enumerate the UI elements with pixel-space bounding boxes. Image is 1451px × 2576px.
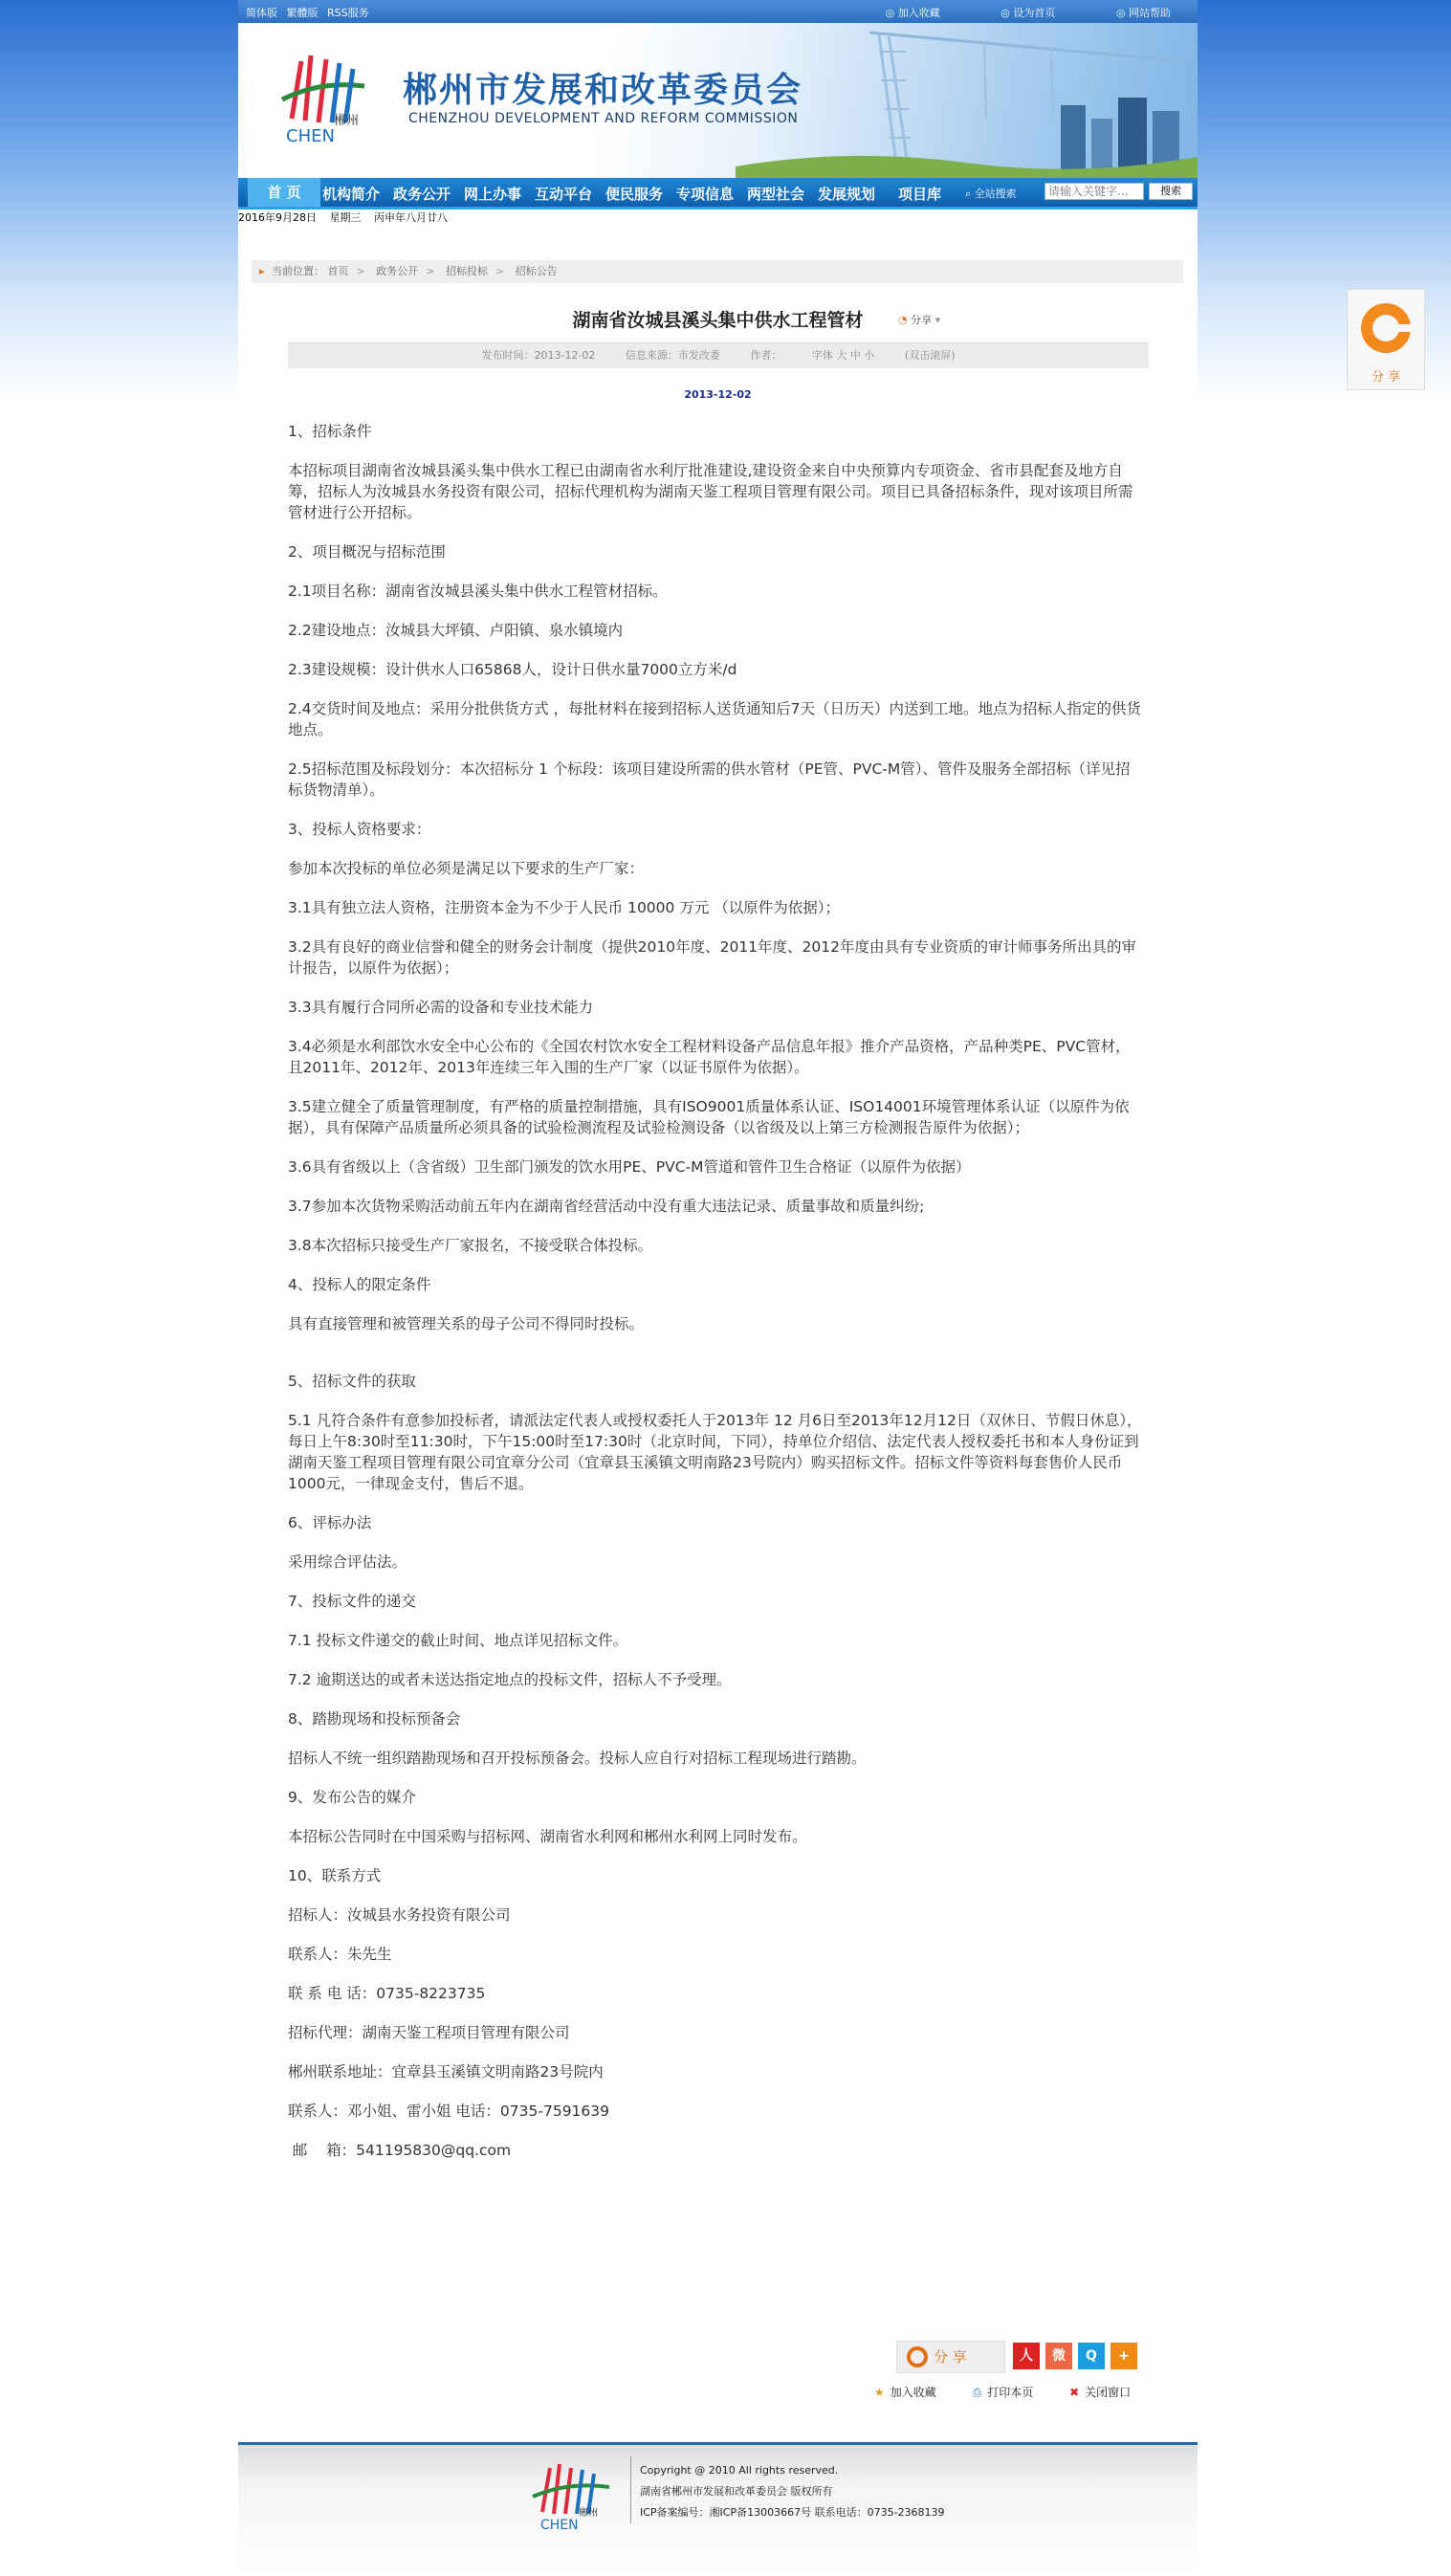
chevron-right-icon: >: [356, 265, 365, 277]
icp-info: ICP备案编号：湘ICP备13003667号 联系电话：0735-2368139: [640, 2506, 945, 2519]
nav-gov-affairs[interactable]: 政务公开: [393, 186, 451, 203]
paragraph: 3、投标人资格要求：: [288, 821, 431, 838]
breadcrumb-arrow-icon: ▸: [259, 265, 265, 277]
paragraph: 3.4必须是水利部饮水安全中心公布的《全国农村饮水安全工程材料设备产品信息年报》推介产品资格，产品种类PE、PVC管材，且2011年、2012年、2013年连续三年入围的生产厂家（以证书原件为依据）。: [288, 1038, 1131, 1076]
search-icon: ⌕: [965, 187, 972, 200]
current-weekday: 星期三: [329, 211, 362, 224]
nav-development-plan[interactable]: 发展规划: [818, 186, 876, 203]
link-traditional[interactable]: 繁體版: [286, 7, 319, 19]
paragraph: 本招标公告同时在中国采购与招标网、湖南省水利网和郴州水利网上同时发布。: [288, 1828, 807, 1845]
link-add-favorite[interactable]: ◎ 加入收藏: [886, 7, 940, 19]
date-bar: [238, 209, 457, 225]
print-button[interactable]: ⎙ 打印本页: [972, 2386, 1034, 2399]
link-set-homepage[interactable]: ◎ 设为首页: [1000, 7, 1055, 19]
nav-two-type-society[interactable]: 两型社会: [747, 186, 805, 203]
link-simplified[interactable]: 简体版: [246, 7, 277, 19]
top-link-bar: [238, 0, 1198, 23]
site-subtitle: CHENZHOU DEVELOPMENT AND REFORM COMMISSION: [408, 111, 799, 126]
lunar-date: 丙申年八月廿八: [374, 211, 448, 224]
breadcrumb-announcement[interactable]: 招标公告: [515, 265, 558, 277]
chevron-right-icon: >: [426, 265, 435, 277]
close-icon: ✖: [1069, 2386, 1080, 2399]
logo-text: 郴州: [334, 114, 360, 128]
footer-logo-text: 郴州: [579, 2508, 598, 2519]
paragraph: 10、联系方式: [288, 1867, 382, 1884]
breadcrumb: [252, 260, 1183, 283]
paragraph: 联系人：朱先生: [288, 1946, 392, 1963]
paragraph: 2.4交货时间及地点：采用分批供货方式 ，每批材料在接到招标人送货通知后7天（日历天）内送到工地。地点为招标人指定的供货地点。: [288, 700, 1141, 738]
breadcrumb-bidding[interactable]: 招标投标: [445, 265, 488, 277]
nav-interaction[interactable]: 互动平台: [535, 186, 593, 203]
share-icon: [907, 2346, 928, 2367]
paragraph: 7、投标文件的递交: [288, 1593, 416, 1610]
paragraph: 3.3具有履行合同所必需的设备和专业技术能力: [288, 999, 594, 1016]
weibo-share-icon[interactable]: 微: [1045, 2343, 1072, 2369]
page-container: [238, 0, 1198, 2573]
main-nav: [238, 178, 1198, 209]
paragraph: 本招标项目湖南省汝城县溪头集中供水工程已由湖南省水利厅批准建设,建设资金来自中央预算内专项资金、省市县配套及地方自筹，招标人为汝城县水务投资有限公司，招标代理机构为湖南天鉴工程项目管理有限公司。项目已具备招标条件，现对该项目所需管材进行公开招标。: [288, 462, 1133, 521]
paragraph: 7.1 投标文件递交的截止时间、地点详见招标文件。: [288, 1632, 628, 1649]
footer: [238, 2442, 1198, 2576]
article-body: [288, 421, 1144, 2179]
share-icon: [1348, 290, 1424, 366]
breadcrumb-home[interactable]: 首页: [327, 265, 349, 277]
paragraph: 7.2 逾期送达的或者未送达指定地点的投标文件，招标人不予受理。: [288, 1671, 732, 1688]
skyline-illustration: [736, 23, 1198, 178]
footer-logo: [525, 2455, 621, 2531]
nav-special-info[interactable]: 专项信息: [676, 186, 735, 203]
paragraph: 3.1具有独立法人资格，注册资本金为不少于人民币 10000 万元 （以原件为依据）；: [288, 899, 840, 916]
qq-share-icon[interactable]: Q: [1078, 2343, 1105, 2369]
nav-online-service[interactable]: 网上办事: [464, 186, 522, 203]
footer-text: [640, 2460, 945, 2523]
add-favorite-button[interactable]: ★ 加入收藏: [874, 2386, 936, 2399]
info-source: 信息来源：市发改委: [625, 349, 720, 362]
paragraph: 1、招标条件: [288, 423, 372, 440]
paragraph: 5、招标文件的获取: [288, 1373, 416, 1390]
paragraph: 9、发布公告的媒介: [288, 1789, 416, 1806]
nav-home[interactable]: 首 页: [248, 178, 320, 207]
floating-share-button[interactable]: 分 享: [1347, 289, 1425, 390]
paragraph: 3.2具有良好的商业信誉和健全的财务会计制度（提供2010年度、2011年度、2012年度由具有专业资质的审计师事务所出具的审计报告，以原件为依据）；: [288, 938, 1136, 977]
paragraph: 5.1 凡符合条件有意参加投标者，请派法定代表人或授权委托人于2013年 12 月6日至2013年12月12日（双休日、节假日休息），每日上午8:30时至11:30时，下午15:00时至17:30时（北京时间，下同），持单位介绍信、法定代表人授权委托书和本人身份证到湖南天鉴工程项目管理有限公司宜章分公司（宜章县玉溪镇文明南路23号院内）购买招标文件。招标文件等资料每套售价人民币1000元，一律现金支付，售后不退。: [288, 1412, 1142, 1492]
search-input[interactable]: [1044, 183, 1144, 200]
share-bar: [896, 2341, 1149, 2373]
paragraph: 3.6具有省级以上（含省级）卫生部门颁发的饮水用PE、PVC-M管道和管件卫生合格证（以原件为依据）: [288, 1158, 971, 1176]
paragraph: 6、评标办法: [288, 1514, 372, 1531]
scroll-hint: (双击滚屏): [904, 349, 956, 362]
footer-divider: [630, 2456, 631, 2523]
link-rss[interactable]: RSS服务: [327, 7, 369, 19]
paragraph: 联 系 电 话：0735-8223735: [288, 1985, 486, 2002]
article-meta: [288, 342, 1149, 368]
author: 作者：: [750, 349, 782, 362]
font-size-controls[interactable]: 字体 大 中 小: [811, 349, 875, 362]
more-share-icon[interactable]: +: [1110, 2343, 1137, 2369]
paragraph: 8、踏勘现场和投标预备会: [288, 1710, 461, 1728]
paragraph: 招标人：汝城县水务投资有限公司: [288, 1906, 511, 1924]
paragraph: 2.5招标范围及标段划分：本次招标分 1 个标段：该项目建设所需的供水管材（PE管、PVC-M管）、管件及服务全部招标（详见招标货物清单）。: [288, 760, 1131, 799]
star-icon: ★: [874, 2386, 885, 2399]
utility-links: [828, 5, 1171, 20]
renren-share-icon[interactable]: 人: [1013, 2343, 1040, 2369]
logo-sub: CHEN: [286, 126, 335, 146]
paragraph: 2.1项目名称：湖南省汝城县溪头集中供水工程管材招标。: [288, 583, 668, 600]
paragraph: 具有直接管理和被管理关系的母子公司不得同时投标。: [288, 1315, 645, 1332]
paragraph: 2、项目概况与招标范围: [288, 543, 446, 561]
footer-logo-sub: CHEN: [540, 2518, 579, 2531]
header-banner: [238, 23, 1198, 178]
page-tools: [874, 2384, 1163, 2400]
chevron-right-icon: >: [495, 265, 505, 277]
share-button[interactable]: 分 享: [896, 2341, 1005, 2373]
nav-project-library[interactable]: 项目库: [898, 186, 942, 203]
paragraph: 联系人：邓小姐、雷小姐 电话：0735-7591639: [288, 2103, 609, 2120]
paragraph: 3.7参加本次货物采购活动前五年内在湖南省经营活动中没有重大违法记录、质量事故和质量纠纷;: [288, 1198, 925, 1215]
print-icon: ⎙: [972, 2386, 982, 2399]
nav-public-service[interactable]: 便民服务: [605, 186, 664, 203]
owner: 湖南省郴州市发展和改革委员会 版权所有: [640, 2485, 833, 2498]
search-label: ⌕ 全站搜索: [965, 187, 1017, 200]
paragraph: 郴州联系地址：宜章县玉溪镇文明南路23号院内: [288, 2063, 604, 2081]
chevron-down-icon: ▾: [934, 314, 941, 326]
article-title: 湖南省汝城县溪头集中供水工程管材: [572, 310, 864, 331]
breadcrumb-label: 当前位置：: [272, 265, 325, 277]
link-site-help[interactable]: ◎ 网站帮助: [1116, 7, 1171, 19]
paragraph: 参加本次投标的单位必须是满足以下要求的生产厂家：: [288, 860, 645, 877]
version-links: [246, 5, 375, 20]
breadcrumb-gov-affairs[interactable]: 政务公开: [376, 265, 419, 277]
site-title: 郴州市发展和改革委员会: [403, 71, 803, 110]
paragraph: 4、投标人的限定条件: [288, 1276, 431, 1293]
copyright: Copyright @ 2010 All rights reserved.: [640, 2464, 839, 2477]
nav-about[interactable]: 机构简介: [322, 186, 381, 203]
paragraph: 3.5建立健全了质量管理制度，有严格的质量控制措施，具有ISO9001质量体系认证、ISO14001环境管理体系认证（以原件为依据），具有保障产品质量所必须具备的试验检测流程及试验检测设备（以省级及以上第三方检测报告原件为依据）；: [288, 1098, 1130, 1136]
paragraph: 采用综合评估法。: [288, 1553, 407, 1571]
paragraph: 邮 箱：541195830@qq.com: [288, 2142, 512, 2159]
publish-time: 发布时间：2013-12-02: [481, 349, 596, 362]
article-date: 2013-12-02: [684, 388, 752, 401]
paragraph: 招标人不统一组织踏勘现场和召开投标预备会。投标人应自行对招标工程现场进行踏勘。: [288, 1750, 867, 1767]
paragraph: 招标代理：湖南天鉴工程项目管理有限公司: [288, 2024, 570, 2041]
search-button[interactable]: 搜索: [1149, 183, 1193, 200]
current-date: 2016年9月28日: [238, 211, 317, 224]
site-logo[interactable]: [273, 42, 378, 147]
paragraph: 2.3建设规模：设计供水人口65868人，设计日供水量7000立方米/d: [288, 661, 737, 678]
share-icon: ◔: [898, 314, 908, 326]
paragraph: 2.2建设地点：汝城县大坪镇、卢阳镇、泉水镇境内: [288, 622, 624, 639]
close-window-button[interactable]: ✖ 关闭窗口: [1069, 2386, 1132, 2399]
paragraph: 3.8本次招标只接受生产厂家报名，不接受联合体投标。: [288, 1237, 653, 1254]
article-share-button[interactable]: ◔ 分享 ▾: [898, 314, 941, 326]
